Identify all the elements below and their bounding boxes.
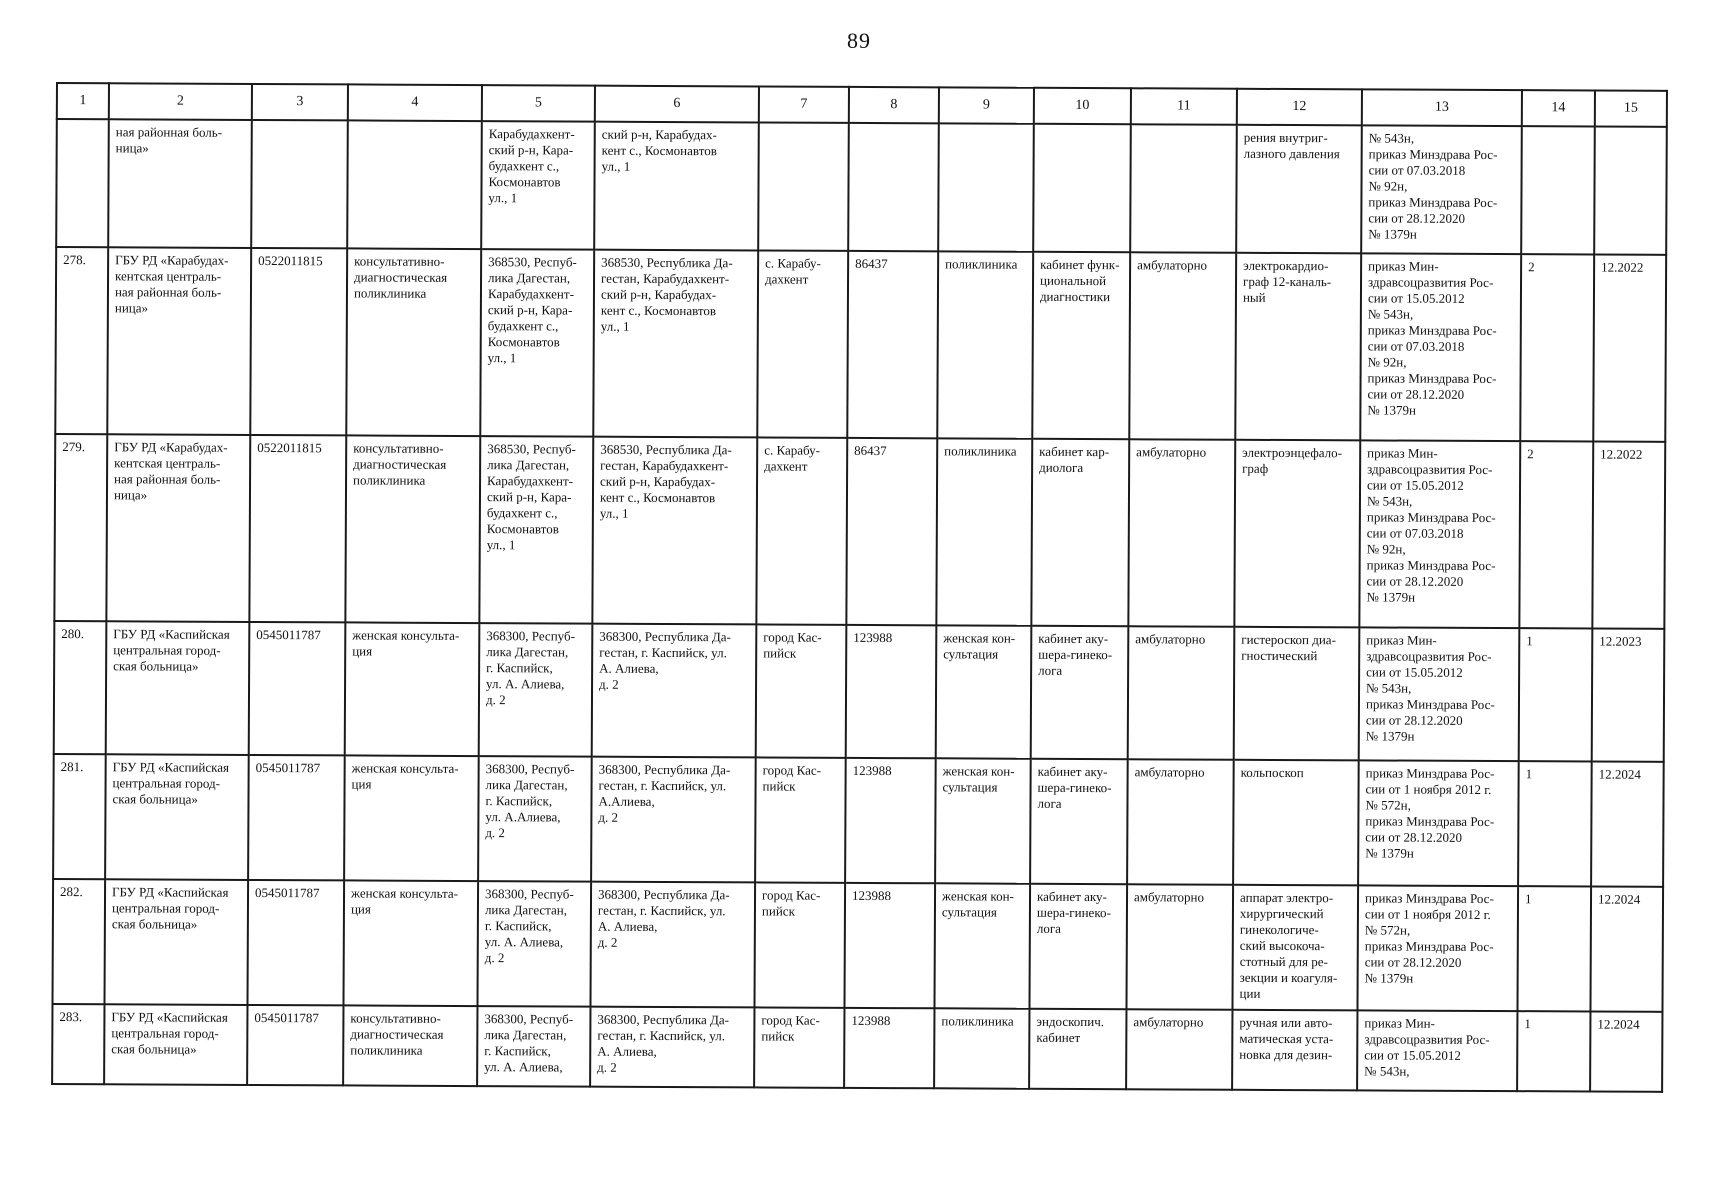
date-cell: 12.2023 — [1592, 629, 1665, 762]
column-header-5: 5 — [482, 85, 595, 122]
organization-code-cell: 0545011787 — [248, 755, 345, 880]
care-condition-cell: амбулаторно — [1126, 1009, 1232, 1090]
unit-type-cell — [347, 120, 482, 249]
table-row — [54, 621, 1665, 762]
column-header-10: 10 — [1034, 88, 1131, 124]
regulation-cell: № 543н, приказ Минздрава Рос- сии от 07.03.2018 № 92н, приказ Минздрава Рос- сии от 28.12.2020 № 1379н — [1361, 125, 1522, 254]
equipment-name-cell: кольпоскоп — [1233, 760, 1359, 886]
unit-type-cell: консультативно- диагностическая поликлиника — [346, 248, 481, 436]
table-row — [54, 434, 1665, 629]
locality-cell: город Кас- пийск — [756, 624, 847, 757]
department-type-cell: женская кон- сультация — [936, 625, 1032, 758]
regulation-cell: приказ Минздрава Рос- сии от 1 ноября 2012 г. № 572н, приказ Минздрава Рос- сии от 28.12.2020 № 1379н — [1357, 885, 1518, 1011]
row-number-cell: 279. — [54, 434, 107, 621]
quantity-cell: 1 — [1517, 1011, 1590, 1091]
legal-address-cell: 368300, Респуб- лика Дагестан, г. Каспийск, ул. А. Алиева, д. 2 — [479, 623, 593, 757]
organization-name-cell: ГБУ РД «Каспийская центральная город- ская больница» — [104, 1004, 247, 1085]
regulation-cell: приказ Мин- здравсоцразвития Рос- сии от 15.05.2012 № 543н, приказ Минздрава Рос- сии от 07.03.2018 № 92н, приказ Минздрава Рос- сии от 28.12.2020 № 1379н — [1359, 440, 1520, 628]
organization-code-cell: 0522011815 — [250, 248, 347, 435]
table-row — [55, 247, 1666, 442]
table-row — [53, 754, 1664, 887]
equipment-name-cell: электрокардио- граф 12-каналь- ный — [1235, 253, 1361, 441]
department-type-cell: поликлиника — [937, 251, 1033, 438]
care-condition-cell: амбулаторно — [1126, 884, 1233, 1010]
quantity-cell: 1 — [1519, 628, 1593, 761]
column-header-4: 4 — [348, 84, 482, 121]
column-header-14: 14 — [1522, 90, 1595, 126]
department-type-cell — [938, 123, 1034, 251]
care-condition-cell: амбулаторно — [1128, 439, 1235, 627]
organization-name-cell: ная районная боль- ница» — [108, 119, 252, 248]
quantity-cell: 1 — [1517, 886, 1591, 1011]
table-body — [52, 119, 1667, 1092]
room-name-cell: кабинет аку- шера-гинеко- лога — [1030, 759, 1128, 884]
room-name-cell: эндоскопич. кабинет — [1029, 1009, 1126, 1089]
row-number-cell: 283. — [52, 1004, 104, 1084]
organization-name-cell: ГБУ РД «Каспийская центральная город- ская больница» — [106, 621, 250, 755]
department-type-cell: поликлиника — [936, 438, 1032, 625]
page-number: 89 — [847, 28, 871, 53]
row-number-cell — [56, 119, 109, 247]
quantity-cell: 2 — [1519, 441, 1593, 628]
column-header-11: 11 — [1131, 88, 1237, 125]
organization-code-cell: 0545011787 — [247, 880, 344, 1005]
equipment-name-cell: гистероскоп диа- гностический — [1234, 627, 1360, 761]
regulation-cell: приказ Мин- здравсоцразвития Рос- сии от 15.05.2012 № 543н, приказ Минздрава Рос- сии от 07.03.2018 № 92н, приказ Минздрава Рос- сии от 28.12.2020 № 1379н — [1360, 253, 1521, 441]
column-header-6: 6 — [595, 86, 759, 123]
equipment-name-cell: электроэнцефало- граф — [1234, 440, 1360, 628]
room-name-cell: кабинет аку- шера-гинеко- лога — [1029, 884, 1127, 1009]
unit-type-cell: консультативно- диагностическая поликлиника — [345, 435, 480, 623]
organization-code-cell: 0522011815 — [249, 435, 346, 622]
regulation-cell: приказ Мин- здравсоцразвития Рос- сии от 15.05.2012 № 543н, — [1357, 1010, 1517, 1091]
actual-address-cell: 368300, Республика Да- гестан, г. Каспийск, ул. А. Алиева, д. 2 — [592, 624, 757, 758]
legal-address-cell: 368530, Респуб- лика Дагестан, Карабудахкент- ский р-н, Кара- будахкент с., Космонавтов ул., 1 — [480, 249, 594, 437]
quantity-cell: 2 — [1520, 254, 1594, 441]
care-condition-cell: амбулаторно — [1128, 626, 1235, 760]
locality-cell: город Кас- пийск — [755, 757, 846, 882]
population-cell: 86437 — [847, 251, 938, 438]
legal-address-cell: 368300, Респуб- лика Дагестан, г. Каспийск, ул. А.Алиева, д. 2 — [478, 756, 592, 882]
legal-address-cell: 368300, Респуб- лика Дагестан, г. Каспийск, ул. А. Алиева, д. 2 — [477, 881, 591, 1007]
date-cell: 12.2022 — [1592, 442, 1665, 629]
date-cell: 12.2024 — [1590, 887, 1663, 1012]
care-condition-cell: амбулаторно — [1129, 252, 1236, 440]
organization-code-cell: 0545011787 — [249, 622, 346, 755]
actual-address-cell: 368300, Республика Да- гестан, г. Каспийск, ул. А. Алиева, д. 2 — [590, 882, 755, 1008]
table-row — [56, 119, 1667, 255]
room-name-cell — [1033, 124, 1131, 252]
row-number-cell: 282. — [52, 879, 105, 1004]
date-cell — [1594, 127, 1667, 255]
locality-cell: с. Карабу- дахкент — [756, 437, 847, 624]
column-header-15: 15 — [1595, 91, 1667, 127]
date-cell: 12.2022 — [1593, 255, 1666, 442]
room-name-cell: кабинет кар- диолога — [1031, 439, 1129, 626]
regulation-cell: приказ Минздрава Рос- сии от 1 ноября 2012 г. № 572н, приказ Минздрава Рос- сии от 28.12.2020 № 1379н — [1358, 760, 1519, 886]
population-cell: 123988 — [846, 625, 937, 758]
column-header-9: 9 — [939, 87, 1034, 123]
department-type-cell: женская кон- сультация — [934, 883, 1030, 1008]
table-row — [52, 879, 1663, 1012]
column-header-3: 3 — [252, 84, 348, 120]
unit-type-cell: женская консульта- ция — [343, 880, 478, 1006]
actual-address-cell: 368530, Республика Да- гестан, Карабудахкент- ский р-н, Карабудах- кент с., Космонавтов ул., 1 — [593, 250, 758, 438]
population-cell — [848, 123, 939, 251]
row-number-cell: 281. — [53, 754, 106, 879]
room-name-cell: кабинет аку- шера-гинеко- лога — [1031, 626, 1129, 759]
population-cell: 86437 — [846, 438, 937, 625]
column-header-13: 13 — [1362, 89, 1522, 126]
unit-type-cell: женская консульта- ция — [345, 622, 480, 756]
column-header-2: 2 — [109, 83, 252, 120]
organization-name-cell: ГБУ РД «Каспийская центральная город- ская больница» — [104, 879, 248, 1005]
actual-address-cell: 368300, Республика Да- гестан, г. Каспийск, ул. А.Алиева, д. 2 — [591, 757, 756, 883]
actual-address-cell: 368530, Республика Да- гестан, Карабудахкент- ский р-н, Карабудах- кент с., Космонавтов ул., 1 — [592, 437, 757, 625]
locality-cell: город Кас- пийск — [754, 882, 845, 1007]
care-condition-cell: амбулаторно — [1127, 759, 1234, 885]
organization-name-cell: ГБУ РД «Карабудах- кентская централь- ная районная боль- ница» — [107, 247, 251, 435]
actual-address-cell: 368300, Республика Да- гестан, г. Каспийск, ул. А. Алиева, д. 2 — [590, 1007, 754, 1088]
unit-type-cell: консультативно- диагностическая поликлиника — [343, 1005, 477, 1086]
row-number-cell: 280. — [54, 621, 107, 754]
organization-code-cell — [251, 120, 348, 248]
quantity-cell — [1521, 126, 1595, 254]
care-condition-cell — [1130, 124, 1237, 253]
locality-cell: город Кас- пийск — [754, 1007, 844, 1087]
equipment-name-cell: рения внутриг- лазного давления — [1236, 125, 1362, 254]
legal-address-cell: 368300, Респуб- лика Дагестан, г. Каспийск, ул. А. Алиева, — [477, 1006, 590, 1087]
row-number-cell: 278. — [55, 247, 108, 434]
column-header-12: 12 — [1237, 89, 1362, 126]
column-header-1: 1 — [57, 83, 109, 119]
actual-address-cell: ский р-н, Карабудах- кент с., Космонавтов ул., 1 — [594, 122, 759, 251]
population-cell: 123988 — [844, 883, 935, 1008]
equipment-name-cell: аппарат электро- хирургический гинекологиче- ский высокоча- стотный для ре- зекции и коагуля- ции — [1232, 885, 1358, 1011]
table-row — [52, 1004, 1662, 1092]
column-header-8: 8 — [849, 87, 939, 123]
organization-name-cell: ГБУ РД «Карабудах- кентская централь- ная районная боль- ница» — [106, 434, 250, 622]
equipment-name-cell: ручная или авто- матическая уста- новка для дезин- — [1232, 1010, 1357, 1091]
locality-cell — [758, 122, 849, 250]
date-cell: 12.2024 — [1590, 1012, 1662, 1092]
population-cell: 123988 — [844, 1008, 934, 1088]
locality-cell: с. Карабу- дахкент — [757, 250, 848, 437]
organization-code-cell: 0545011787 — [247, 1005, 343, 1085]
population-cell: 123988 — [845, 758, 936, 883]
equipment-registry-table — [51, 82, 1668, 1093]
department-type-cell: поликлиника — [934, 1008, 1029, 1088]
organization-name-cell: ГБУ РД «Каспийская центральная город- ская больница» — [105, 754, 249, 880]
unit-type-cell: женская консульта- ция — [344, 755, 479, 881]
regulation-cell: приказ Мин- здравсоцразвития Рос- сии от 15.05.2012 № 543н, приказ Минздрава Рос- сии от 28.12.2020 № 1379н — [1359, 627, 1520, 761]
legal-address-cell: Карабудахкент- ский р-н, Кара- будахкент с., Космонавтов ул., 1 — [481, 121, 595, 250]
date-cell: 12.2024 — [1591, 762, 1664, 887]
quantity-cell: 1 — [1518, 761, 1592, 886]
department-type-cell: женская кон- сультация — [935, 758, 1031, 883]
legal-address-cell: 368530, Респуб- лика Дагестан, Карабудахкент- ский р-н, Кара- будахкент с., Космонавтов ул., 1 — [479, 436, 593, 624]
column-header-7: 7 — [759, 86, 849, 122]
room-name-cell: кабинет функ- циональной диагностики — [1032, 252, 1130, 439]
